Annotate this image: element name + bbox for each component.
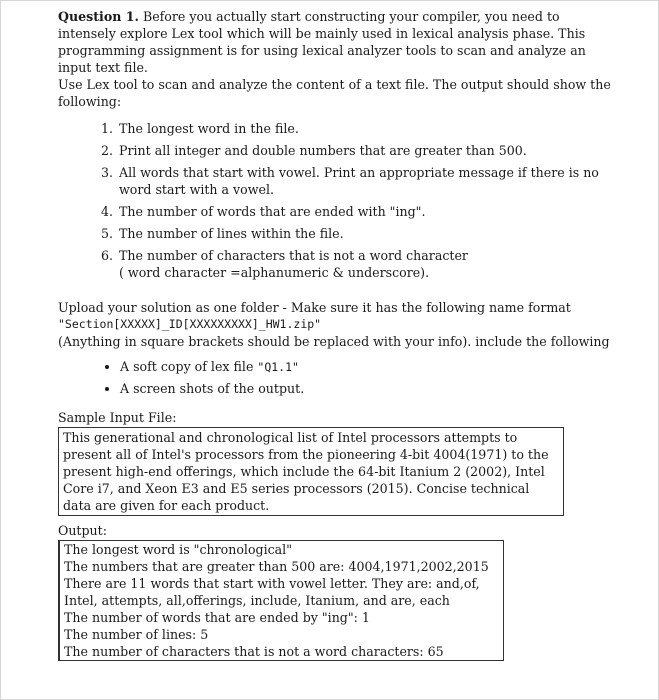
task-text: The number of characters that is not a word character xyxy=(119,248,468,263)
output-row xyxy=(59,558,503,575)
sample-input-box xyxy=(58,427,564,516)
upload-instructions xyxy=(58,299,618,350)
question-label: Question 1. xyxy=(58,9,139,24)
question-instruction: Use Lex tool to scan and analyze the content of a text file. The output should show the following: xyxy=(58,77,611,109)
deliverable-text: A screen shots of the output. xyxy=(120,381,305,396)
output-line: The longest word is "chronological" xyxy=(64,542,293,557)
deliverable-item xyxy=(120,358,618,376)
output-line: The numbers that are greater than 500 are: 4004,1971,2002,2015 xyxy=(64,559,489,574)
upload-line: Upload your solution as one folder - Make sure it has the following name format xyxy=(58,300,571,315)
document xyxy=(58,8,618,661)
output-box xyxy=(58,540,504,661)
task-item xyxy=(117,225,618,242)
task-item xyxy=(117,164,618,198)
task-text: Print all integer and double numbers that are greater than 500. xyxy=(119,143,527,158)
output-row xyxy=(59,541,503,558)
output-line: The number of words that are ended by "ing": 1 xyxy=(64,610,370,625)
task-text: All words that start with vowel. Print an appropriate message if there is no word start with a vowel. xyxy=(119,165,599,197)
task-text: The longest word in the file. xyxy=(119,121,299,136)
upload-note: (Anything in square brackets should be replaced with your info). include the following xyxy=(58,334,610,349)
task-text: The number of lines within the file. xyxy=(119,226,344,241)
deliverable-code: "Q1.1" xyxy=(257,360,299,374)
task-text: The number of words that are ended with "ing". xyxy=(119,204,426,219)
task-item xyxy=(117,142,618,159)
output-row xyxy=(59,575,503,609)
question-intro xyxy=(58,8,618,76)
sample-input-text: This generational and chronological list of Intel processors attempts to present all of Intel's processors from the pioneering 4-bit 4004(1971) to the present high-end offerings, which include the 64-bit Itanium 2 (2002), Intel Core i7, and Xeon E3 and E5 series processors (2015). Concise technical data are given for each product. xyxy=(63,430,549,513)
deliverable-text: A soft copy of lex file xyxy=(120,359,258,374)
deliverable-item xyxy=(120,380,618,397)
output-row xyxy=(59,609,503,626)
task-item xyxy=(117,120,618,137)
output-line: The number of characters that is not a word characters: 65 xyxy=(64,644,444,659)
task-item xyxy=(117,247,618,281)
output-line: There are 11 words that start with vowel letter. They are: and,of, Intel, attempts, all,offerings, include, Itanium, and are, each xyxy=(64,576,480,608)
deliverables-list xyxy=(58,358,618,397)
upload-filename: "Section[XXXXX]_ID[XXXXXXXXX]_HW1.zip" xyxy=(58,317,322,331)
output-label: Output: xyxy=(58,523,107,538)
task-list xyxy=(58,120,618,281)
sample-label: Sample Input File: xyxy=(58,410,177,425)
output-row xyxy=(59,626,503,643)
question-intro-text: Before you actually start constructing your compiler, you need to intensely explore Lex tool which will be mainly used in lexical analysis phase. This programming assignment is for using lexical analyzer tools to scan and analyze an input text file. xyxy=(58,9,586,75)
task-item xyxy=(117,203,618,220)
output-line: The number of lines: 5 xyxy=(64,627,209,642)
output-row xyxy=(59,643,503,660)
task-subtext: ( word character =alphanumeric & underscore). xyxy=(119,265,430,280)
